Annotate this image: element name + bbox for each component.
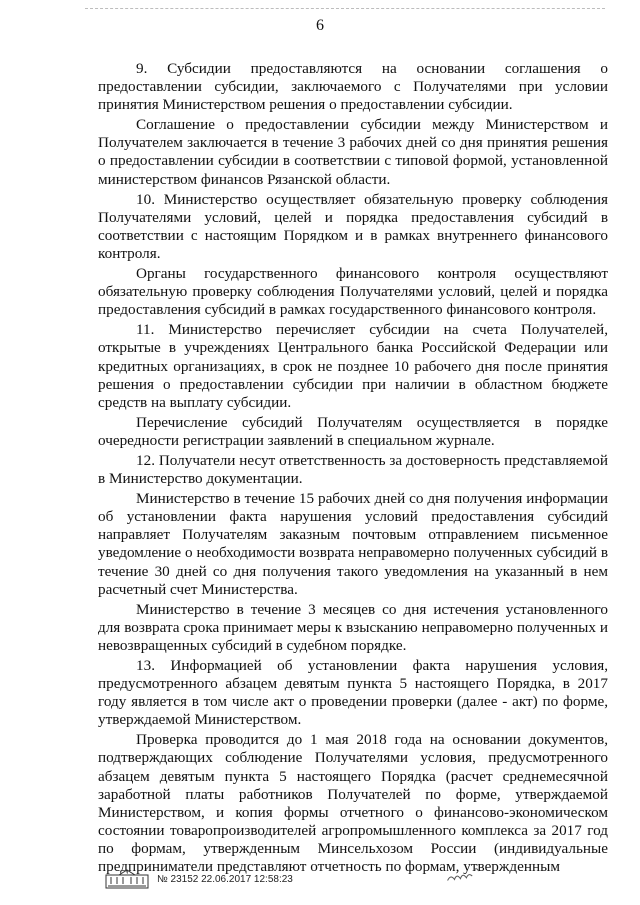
top-scan-line [85, 8, 605, 9]
paragraph-control-bodies: Органы государственного финансового контроля осуществляют обязательную проверку соблюдения Получателями условий, целей и порядка предоставления субсидий в рамках государственного финансового контроля. [98, 265, 608, 319]
paragraph-13: 13. Информацией об установлении факта нарушения условия, предусмотренного абзацем девятым пункта 5 настоящего Порядка, в 2017 году является в том числе акт о проведении проверки (далее - акт) по форме, утверждаемой Министерством. [98, 657, 608, 729]
paragraph-transfer: Перечисление субсидий Получателям осуществляется в порядке очередности регистрации заявлений в специальном журнале. [98, 413, 608, 449]
document-body [98, 60, 608, 878]
paragraph-10: 10. Министерство осуществляет обязательную проверку соблюдения Получателями условий, целей и порядка предоставления субсидий в соответствии с настоящим Порядком и в рамках внутреннего финансового контроля. [98, 190, 608, 262]
building-stamp-icon [105, 869, 149, 889]
paragraph-agreement: Соглашение о предоставлении субсидии между Министерством и Получателем заключается в течение 3 рабочих дней со дня принятия решения о предоставлении субсидии в соответствии с типовой формой, установленной министерством финансов Рязанской области. [98, 116, 608, 188]
page-number: 6 [316, 17, 324, 34]
document-registration: № 23152 22.06.2017 12:58:23 [157, 873, 293, 885]
paragraph-11: 11. Министерство перечисляет субсидии на счета Получателей, открытые в учреждениях Центрального банка Российской Федерации или кредитных организациях, в срок не позднее 10 рабочего дня после принятия решения о предоставлении субсидии при наличии в областном бюджете средств на выплату субсидии. [98, 321, 608, 411]
footer-stamp [105, 869, 293, 889]
paragraph-9: 9. Субсидии предоставляются на основании соглашения о предоставлении субсидии, заключаемого с Получателями при условии принятия Министерством решения о предоставлении субсидии. [98, 60, 608, 114]
paragraph-12: 12. Получатели несут ответственность за достоверность представляемой в Министерство документации. [98, 451, 608, 488]
paragraph-notification: Министерство в течение 15 рабочих дней со дня получения информации об установлении факта нарушения условий предоставления субсидий направляет Получателям заказным почтовым отправлением письменное уведомление о необходимости возврата неправомерно полученных субсидий в течение 30 дней со дня получения такого уведомления на указанный в нем расчетный счет Министерства. [98, 490, 608, 598]
paragraph-recovery: Министерство в течение 3 месяцев со дня истечения установленного для возврата срока принимает меры к взысканию неправомерно полученных и невозвращенных субсидий в судебном порядке. [98, 600, 608, 654]
paragraph-inspection: Проверка проводится до 1 мая 2018 года на основании документов, подтверждающих соблюдение Получателями условия, предусмотренного абзацем девятым пункта 5 настоящего Порядка (расчет среднемесячной заработной платы работников Получателей по форме, утверждаемой Министерством, и копия формы отчетного о финансово-экономическом состоянии товаропроизводителей агропромышленного комплекса за 2017 год по формам, утвержденным Минсельхозом России (индивидуальные предприниматели представляют отчетность по формам, утвержденным [98, 731, 608, 876]
